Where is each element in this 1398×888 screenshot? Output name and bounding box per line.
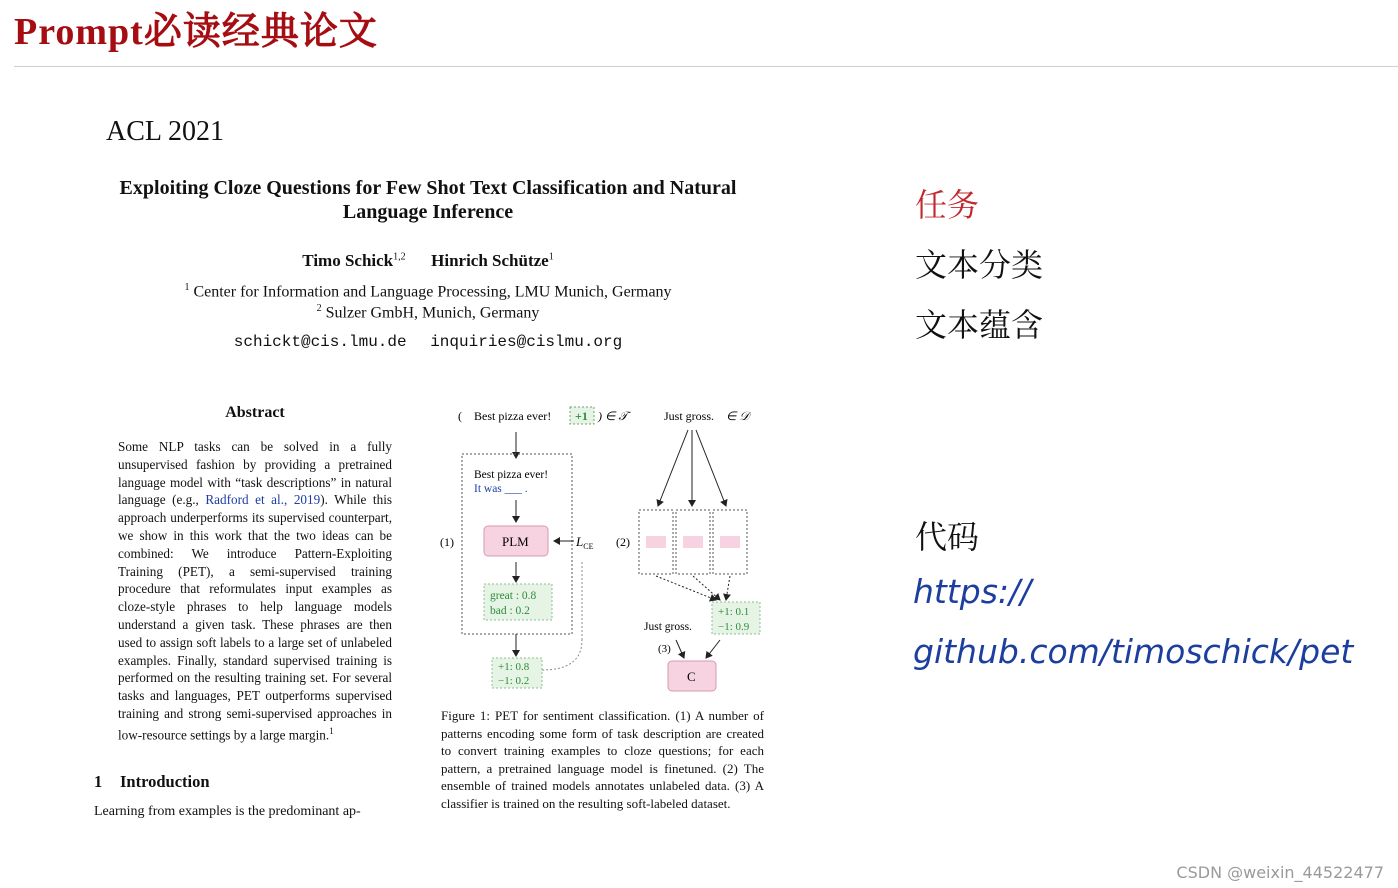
code-heading: 代码 [915, 518, 980, 556]
arrow [706, 640, 720, 658]
step-2-label: (2) [616, 535, 630, 549]
author-name: Hinrich Schütze [431, 251, 549, 270]
soft-positive: +1: 0.1 [718, 606, 750, 618]
task-item: 文本蕴含 [915, 306, 1044, 344]
abstract-text: Some NLP tasks can be solved in a fully unsupervised fashion by providing a pretrained language model with “task descriptions” in natural language (e.g., [118, 439, 392, 508]
section-title: Introduction [120, 772, 210, 791]
plm-label: PLM [502, 534, 529, 549]
abstract-citation: Radford et al., 2019 [205, 492, 321, 508]
paper-title-line2: Language Inference [342, 201, 514, 223]
abstract-body [118, 438, 392, 744]
arrow [676, 640, 684, 658]
prob-negative: −1: 0.2 [498, 675, 530, 687]
affiliation-2 [90, 303, 766, 322]
classifier-label: C [687, 669, 696, 684]
step-3-label: (3) [658, 643, 671, 655]
paper-title-line1: Exploiting Cloze Questions for Few Shot Text Classification and Natural [119, 177, 737, 199]
watermark: CSDN @weixin_44522477 [1176, 863, 1384, 882]
pattern-line1: Best pizza ever! [474, 469, 549, 481]
section-number: 1 [94, 772, 103, 791]
loss-label: $L_{CE}$ [576, 534, 594, 551]
unlabeled-example: Just gross. [664, 409, 715, 423]
arrow [656, 576, 716, 600]
input-label: +1 [575, 409, 588, 423]
model-plm [683, 536, 703, 548]
pattern-line2: It was ___ . [474, 483, 528, 495]
abstract-heading: Abstract [225, 404, 285, 421]
author-emails [90, 333, 766, 351]
author-sup: 1 [548, 251, 554, 263]
verbalizer-great: great : 0.8 [490, 590, 537, 602]
paper-authors [90, 251, 766, 271]
input-open-paren: ( [458, 409, 462, 423]
affiliation-sup: 1 [184, 282, 190, 293]
task-heading: 任务 [915, 186, 980, 224]
arrow [693, 576, 720, 600]
model-plm [720, 536, 740, 548]
prob-positive: +1: 0.8 [498, 661, 530, 673]
section-heading [94, 772, 210, 792]
affiliation-text: Sulzer GmbH, Munich, Germany [325, 304, 540, 322]
affiliation-sup: 2 [316, 303, 322, 314]
input-close: ) ∈ 𝒯 [598, 409, 628, 423]
paper-title [90, 176, 766, 224]
slide-title: Prompt必读经典论文 [14, 11, 378, 53]
feedback-path [542, 640, 582, 670]
arrow [726, 576, 730, 600]
arrow [658, 430, 688, 506]
soft-negative: −1: 0.9 [718, 621, 750, 633]
figure-caption: Figure 1: PET for sentiment classification. (1) A number of patterns encoding some form of task description are created to convert training examples to cloze questions; for each pattern, a pretrained language model is finetuned. (2) The ensemble of trained models annotates unlabeled data. (3) A classifier is trained on the resulting soft-labeled dataset. [441, 708, 764, 811]
affiliation-1 [90, 282, 766, 301]
verbalizer-bad: bad : 0.2 [490, 605, 530, 617]
input-example: Best pizza ever! [474, 409, 552, 423]
email-2: inquiries@cislmu.org [430, 333, 623, 351]
author-sup: 1,2 [393, 251, 406, 263]
code-link-line1[interactable]: https:// [913, 572, 1032, 611]
unlabeled-set: ∈ 𝒟 [726, 409, 750, 423]
intro-text: Learning from examples is the predominant ap- [94, 804, 361, 819]
soft-label-text: Just gross. [644, 621, 692, 633]
title-divider [14, 66, 1398, 67]
email-1: schickt@cis.lmu.de [233, 333, 407, 351]
step-1-label: (1) [440, 535, 454, 549]
arrow [696, 430, 726, 506]
task-item: 文本分类 [915, 246, 1044, 284]
affiliation-text: Center for Information and Language Processing, LMU Munich, Germany [193, 283, 672, 301]
pet-diagram [436, 400, 766, 700]
code-link-line2[interactable]: github.com/timoschick/pet [913, 632, 1354, 671]
abstract-text: ). While this approach underperforms its supervised counterpart, we show in this work that the two ideas can be combined: We introduce Pattern-Exploiting Training (PET), a semi-supervised training procedure that reformulates input examples as cloze-style phrases to help language models understand a given task. These phrases are then used to assign soft labels to a large set of unlabeled examples. Finally, standard supervised training is performed on the resulting training set. For several tasks and languages, PET outperforms supervised training and strong semi-supervised approaches in low-resource settings by a large margin. [118, 492, 392, 743]
model-plm [646, 536, 666, 548]
author-name: Timo Schick [302, 251, 394, 270]
paper-venue: ACL 2021 [106, 116, 224, 147]
abstract-footnote: 1 [329, 725, 334, 736]
